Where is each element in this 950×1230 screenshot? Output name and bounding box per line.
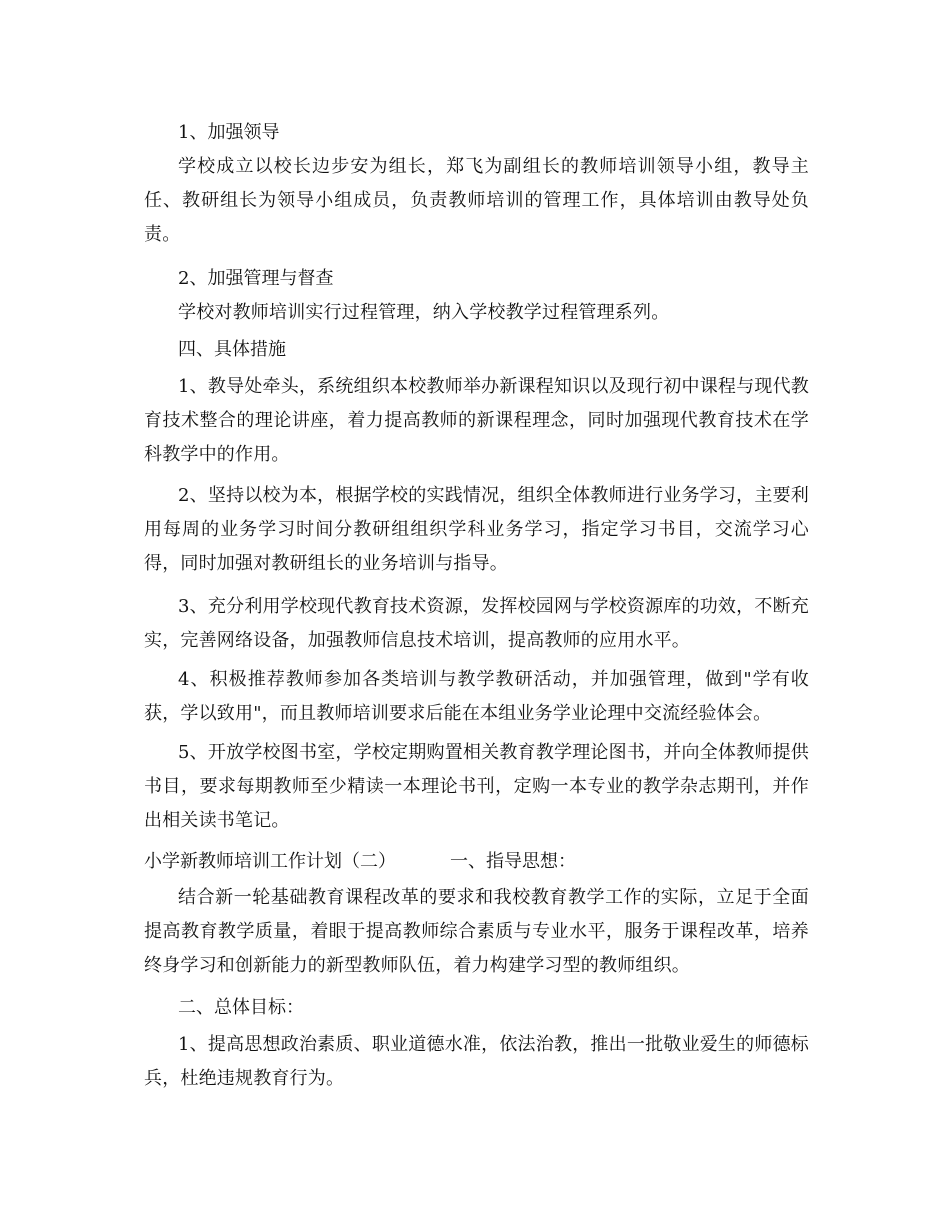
document-title: 小学新教师培训工作计划（二） — [144, 851, 396, 872]
paragraph-leadership-group: 学校成立以校长边步安为组长，郑飞为副组长的教师培训领导小组，教导主任、教研组长为领导小组成员，负责教师培训的管理工作，具体培训由教导处负责。 — [144, 156, 809, 245]
paragraph-guiding-ideology: 结合新一轮基础教育课程改革的要求和我校教育教学工作的实际，立足于全面提高教育教学质量，着眼于提高教师综合素质与专业水平，服务于课程改革，培养终身学习和创新能力的新型教师队伍，着力构建学习型的教师组织。 — [144, 887, 809, 976]
heading-guiding-ideology: 一、指导思想： — [450, 851, 576, 872]
document-section-title-line — [144, 845, 809, 879]
paragraph-process-management: 学校对教师培训实行过程管理，纳入学校教学过程管理系列。 — [178, 302, 670, 323]
paragraph-measure-2: 2、坚持以校为本，根据学校的实践情况，组织全体教师进行业务学习，主要利用每周的业务学习时间分教研组组织学科业务学习，指定学习书目，交流学习心得，同时加强对教研组长的业务培训与指导。 — [144, 485, 809, 574]
heading-overall-goals: 二、总体目标： — [178, 997, 304, 1018]
heading-specific-measures: 四、具体措施 — [178, 339, 286, 360]
paragraph-goal-1: 1、提高思想政治素质、职业道德水准，依法治教，推出一批敬业爱生的师德标兵，杜绝违规教育行为。 — [144, 1034, 809, 1089]
paragraph-measure-1: 1、教导处牵头，系统组织本校教师举办新课程知识以及现行初中课程与现代教育技术整合的理论讲座，着力提高教师的新课程理念，同时加强现代教育技术在学科教学中的作用。 — [144, 376, 809, 465]
heading-strengthen-leadership: 1、加强领导 — [178, 122, 280, 143]
paragraph-measure-4: 4、积极推荐教师参加各类培训与教学教研活动，并加强管理，做到"学有收获，学以致用"，而且教师培训要求后能在本组业务学业论理中交流经验体会。 — [144, 669, 809, 724]
paragraph-measure-3: 3、充分利用学校现代教育技术资源，发挥校园网与学校资源库的功效，不断充实，完善网络设备，加强教师信息技术培训，提高教师的应用水平。 — [144, 596, 809, 651]
paragraph-measure-5: 5、开放学校图书室，学校定期购置相关教育教学理论图书，并向全体教师提供书目，要求每期教师至少精读一本理论书刊，定购一本专业的教学杂志期刊，并作出相关读书笔记。 — [144, 742, 809, 831]
heading-management-supervision: 2、加强管理与督查 — [178, 268, 334, 289]
